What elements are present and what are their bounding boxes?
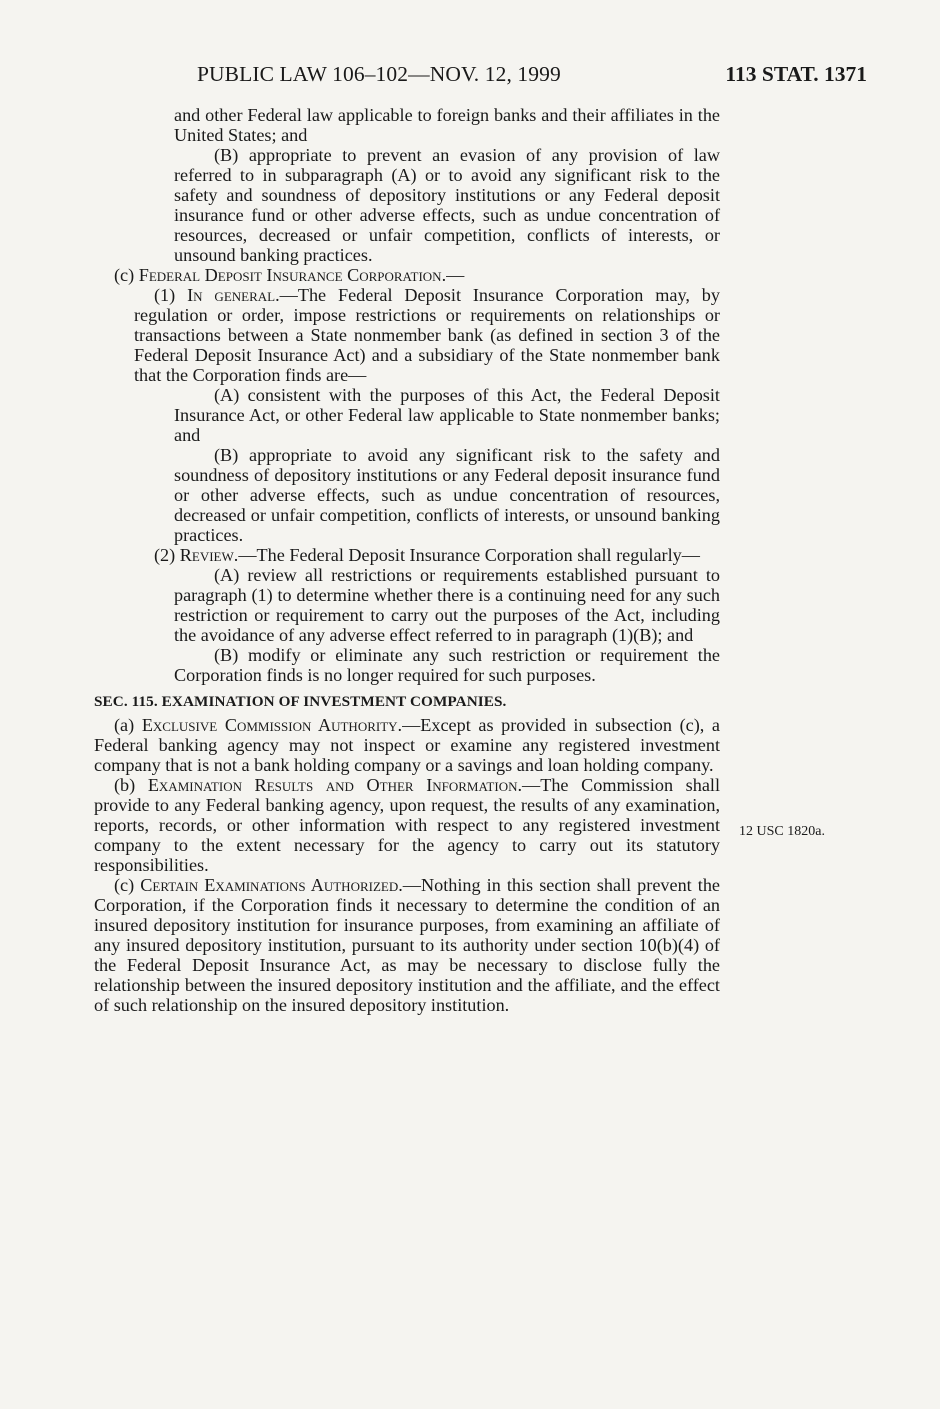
paragraph-2-review: (2) Review.—The Federal Deposit Insurance Corporation shall regularly— bbox=[154, 545, 700, 565]
header-citation: PUBLIC LAW 106–102—NOV. 12, 1999 bbox=[197, 62, 561, 86]
subsection-b-examination-results: (b) Examination Results and Other Information.—The Commission shall provide to any Federal banking agency, upon request, the results of any examination, reports, records, or other information with respect to any registered investment company to the extent necessary for the agency to carry out its statutory responsibilities. bbox=[94, 775, 720, 875]
usc-margin-note: 12 USC 1820a. bbox=[739, 824, 825, 839]
subsection-c-certain-examinations: (c) Certain Examinations Authorized.—Nothing in this section shall prevent the Corporation, if the Corporation finds it necessary to determine the condition of an insured depository institution for insurance purposes, from examining an affiliate of any insured depository institution, pursuant to its authority under section 10(b)(4) of the Federal Deposit Insurance Act, as may be necessary to disclose fully the relationship between the insured depository institution and the affiliate, and the effect of such relationship on the insured depository institution. bbox=[94, 875, 720, 1015]
section-115-heading: SEC. 115. EXAMINATION OF INVESTMENT COMPANIES. bbox=[94, 693, 507, 710]
subsection-c-heading: (c) Federal Deposit Insurance Corporation.— bbox=[114, 265, 465, 285]
paragraph-b-prevent-evasion: (B) appropriate to prevent an evasion of any provision of law referred to in subparagraph (A) or to avoid any significant risk to the safety and soundness of depository institutions or any Federal deposit insurance fund or other adverse effects, such as undue concentration of resources, decreased or unfair competition, conflicts of interests, or unsound banking practices. bbox=[174, 145, 720, 265]
subparagraph-b-appropriate: (B) appropriate to avoid any significant risk to the safety and soundness of depository institutions or any Federal deposit insurance fund or other adverse effects, such as undue concentration of resources, decreased or unfair competition, conflicts of interests, or unsound banking practices. bbox=[174, 445, 720, 545]
paragraph-a-continuation: and other Federal law applicable to foreign banks and their affiliates in the United States; and bbox=[174, 105, 720, 145]
page-header bbox=[197, 62, 867, 90]
subparagraph-a-consistent: (A) consistent with the purposes of this Act, the Federal Deposit Insurance Act, or other Federal law applicable to State nonmember banks; and bbox=[174, 385, 720, 445]
header-stat-page: 113 STAT. 1371 bbox=[725, 62, 867, 86]
paragraph-1-in-general: (1) In general.—The Federal Deposit Insurance Corporation may, by regulation or order, impose restrictions or requirements on relationships or transactions between a State nonmember bank (as defined in section 3 of the Federal Deposit Insurance Act) and a subsidiary of the State nonmember bank that the Corporation finds are— bbox=[134, 285, 720, 385]
body-text bbox=[94, 105, 720, 1015]
subsection-a-exclusive-authority: (a) Exclusive Commission Authority.—Except as provided in subsection (c), a Federal banking agency may not inspect or examine any registered investment company that is not a bank holding company or a savings and loan holding company. bbox=[94, 715, 721, 775]
subparagraph-b-modify: (B) modify or eliminate any such restriction or requirement the Corporation finds is no longer required for such purposes. bbox=[174, 645, 720, 685]
subparagraph-a-review: (A) review all restrictions or requirements established pursuant to paragraph (1) to determine whether there is a continuing need for any such restriction or requirement to carry out the purposes of the Act, including the avoidance of any adverse effect referred to in paragraph (1)(B); and bbox=[174, 565, 720, 645]
